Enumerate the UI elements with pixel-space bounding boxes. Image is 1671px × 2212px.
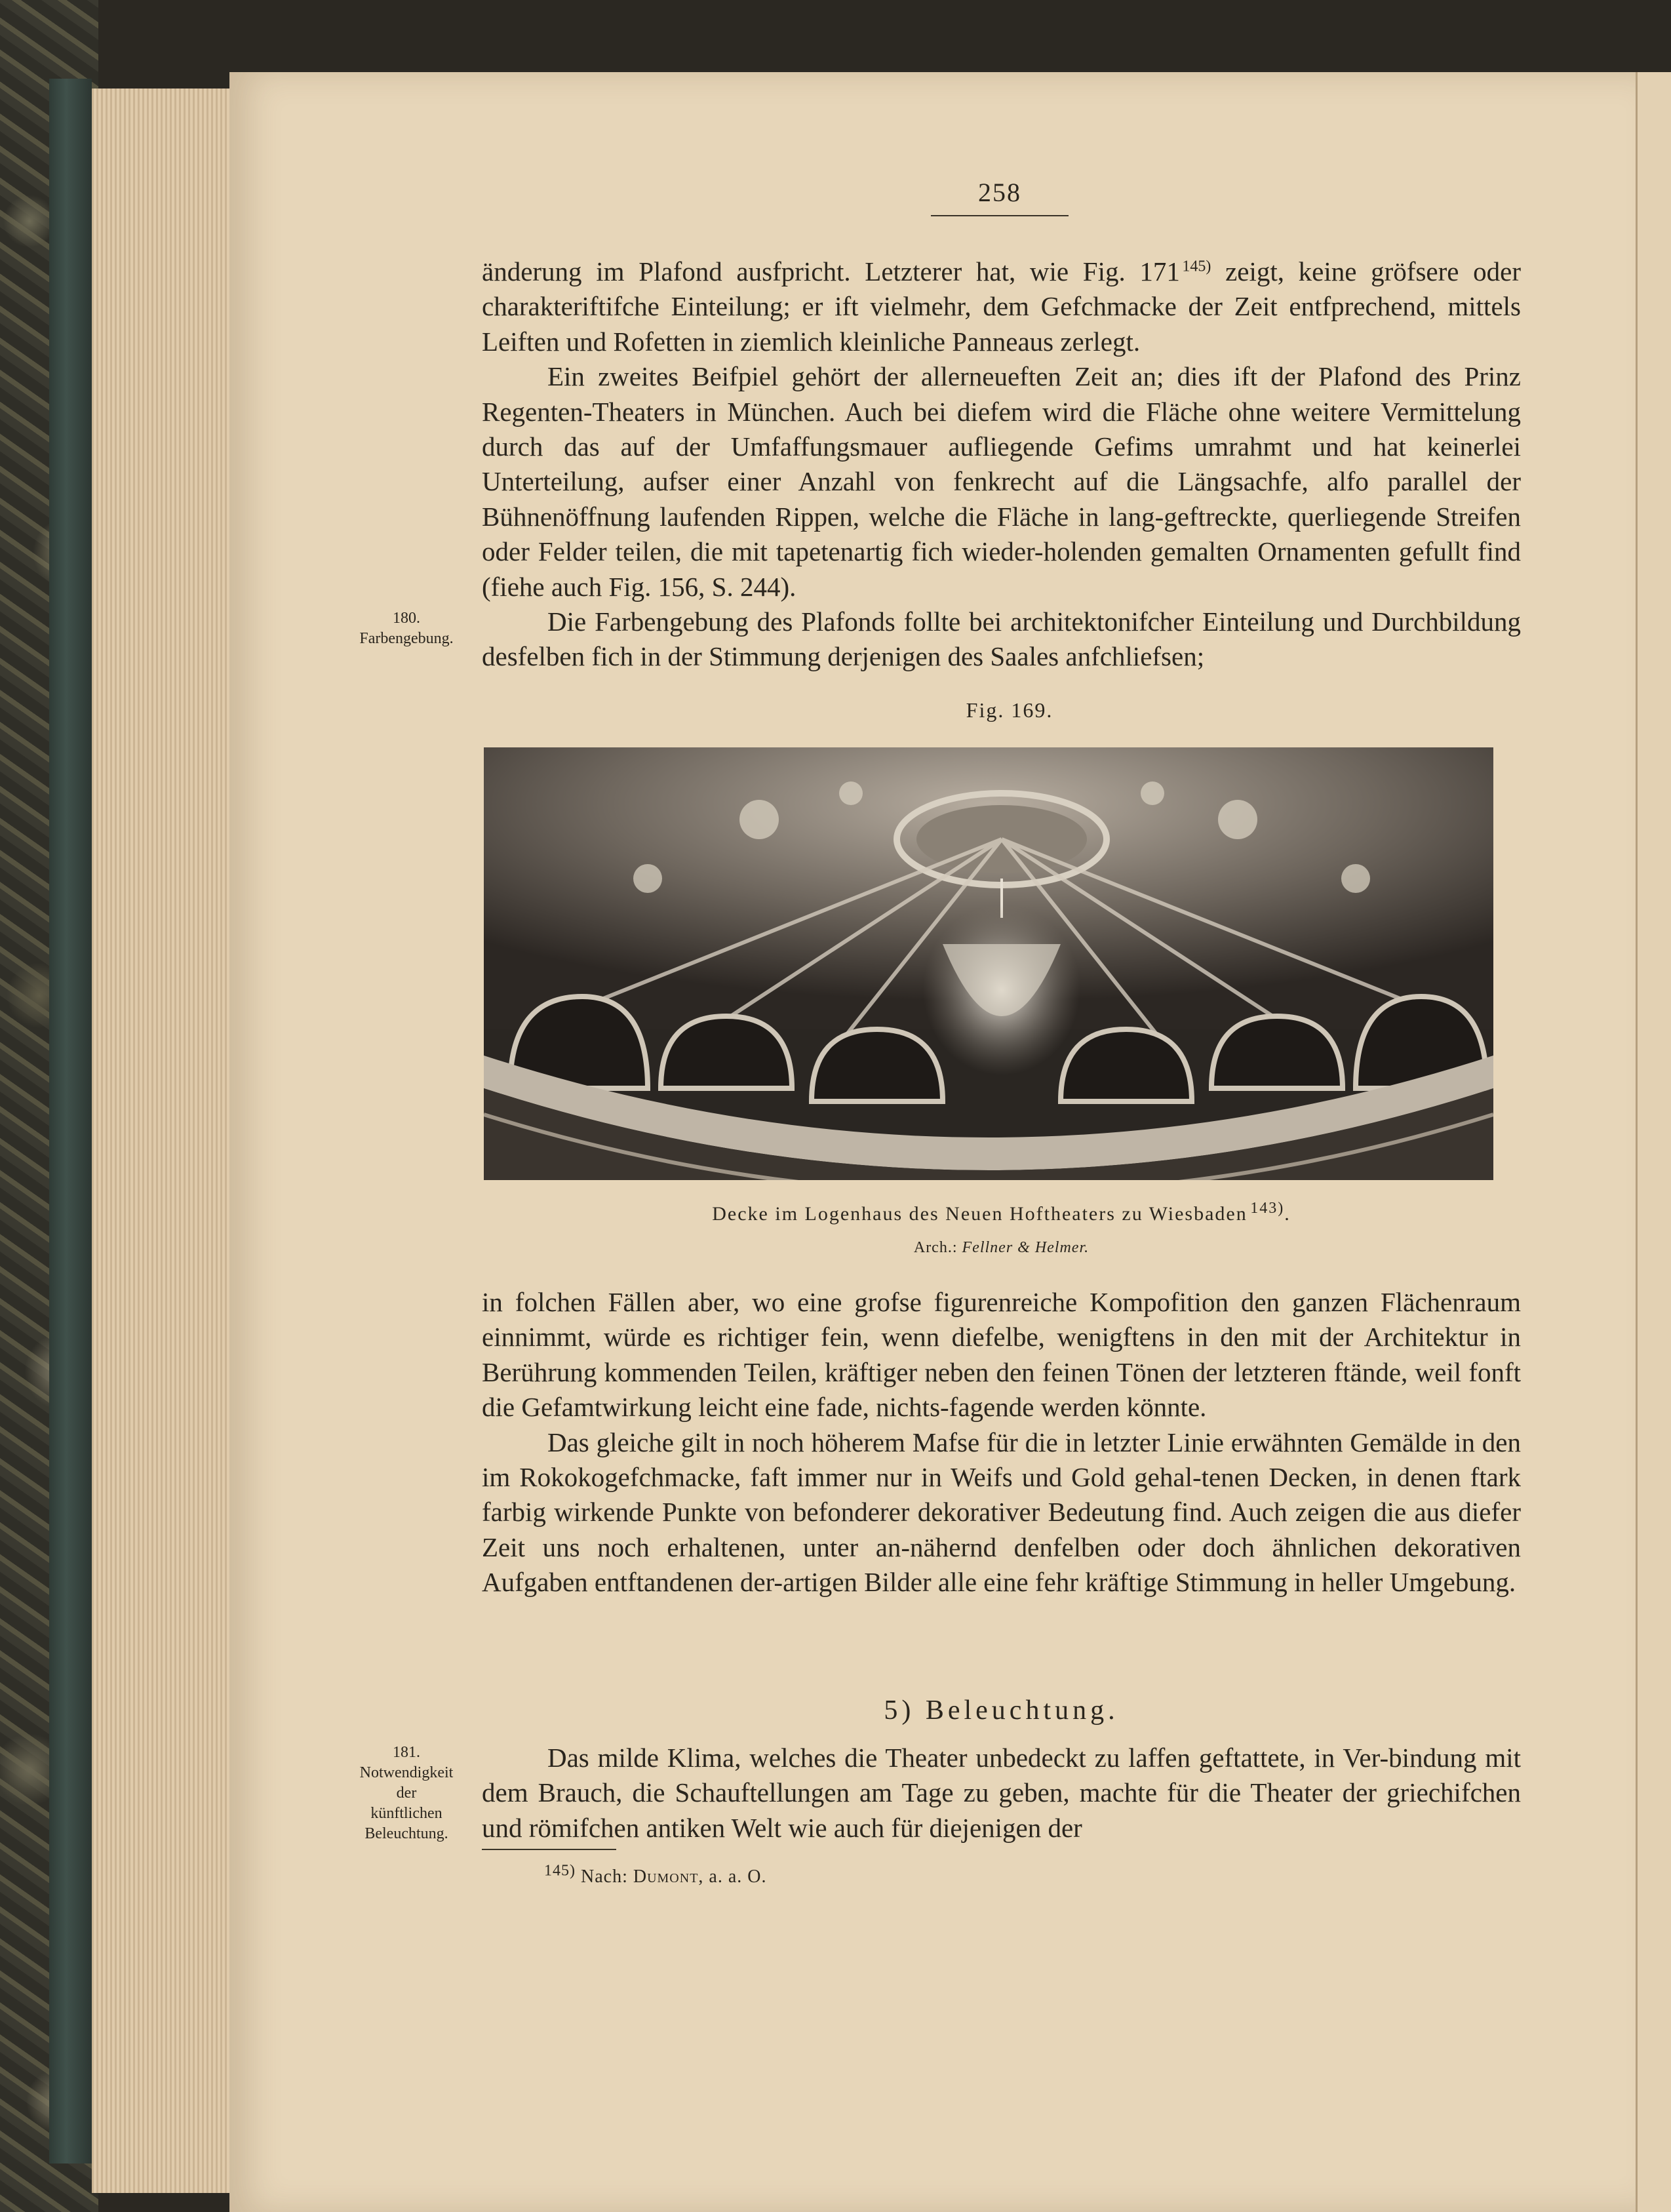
figure-label: Fig. 169. — [966, 698, 1053, 722]
page-number: 258 — [978, 178, 1021, 207]
figure-caption: Decke im Logenhaus des Neuen Hoftheaters zu Wiesbaden $^{143)}$. — [712, 1200, 1291, 1225]
footnote-reference: 145) — [1182, 258, 1211, 275]
paragraph: in folchen Fällen aber, wo eine grofse figurenreiche Kompofition den ganzen Flächenraum einnimmt, würde es richtiger fein, wenn diefelbe, wenigftens in den mit der Architektur in Berührung kommenden Teilen, kräftiger neben den feinen Tönen der letzteren ftände, weil fonft die Gefamtwirkung leicht eine fade, nichts-fagende werden könnte. — [482, 1287, 1521, 1423]
margin-note-180: 180. Farbengebung. — [359, 610, 454, 647]
next-page-edge — [1636, 72, 1671, 2212]
text-block-middle — [482, 1285, 1521, 1600]
paragraph: änderung im Plafond ausfpricht. Letzterer hat, wie Fig. 171 $^{145)}$ zeigt, keine gröfsere oder charakteriftifche Einteilung; er ift vielmehr, dem Gefchmacke der Zeit entfprechend, mittels Leiften und Rofetten in ziemlich kleinliche Panneaus zerlegt. — [482, 256, 1521, 357]
paragraph: Das milde Klima, welches die Theater unbedeckt zu laffen geftattete, in Ver-bindung mit dem Brauch, die Schauftellungen am Tage zu geben, machte für die Theater der griechifchen und römifchen antiken Welt wie auch für diejenigen der — [482, 1743, 1521, 1843]
ceiling-illustration — [484, 747, 1493, 1180]
figure-ceiling-photo — [484, 747, 1493, 1180]
footnote: $^{145)}$ Nach: Dumont, a. a. O. — [544, 1862, 767, 1887]
paragraph: Ein zweites Beifpiel gehört der allerneueften Zeit an; dies ift der Plafond des Prinz Regenten-Theaters in München. Auch bei diefem wird die Fläche ohne weitere Vermittelung durch das auf der Umfaffungsmauer aufliegende Gefims umrahmt und hat keinerlei Unterteilung, aufser einer Anzahl von fenkrecht auf die Längsachfe, alfo parallel der Bühnenöffnung laufenden Rippen, welche die Fläche in lang-geftreckte, querliegende Streifen oder Felder teilen, die mit tapetenartig fich wieder-holenden gemalten Ornamenten gefullt find (fiehe auch Fig. 156, S. 244). — [482, 361, 1521, 602]
section-heading: 5) Beleuchtung. — [884, 1695, 1119, 1726]
book-spine — [49, 79, 92, 2163]
paragraph: Das gleiche gilt in noch höherem Mafse für die in letzter Linie erwähnten Gemälde in den im Rokokogefchmacke, faft immer nur in Weifs und Gold gehal-tenen Decken, in denen ftark farbig wirkende Punkte von befonderer dekorativer Bedeutung find. Auch zeigen die aus diefer Zeit uns noch erhaltenen, unter an-nähernd denfelben oder doch ähnlichen dekorativen Aufgaben entftandenen der-artigen Bilder alle eine fehr kräftige Stimmung in heller Umgebung. — [482, 1427, 1521, 1598]
paragraph: Die Farbengebung des Plafonds follte bei architektonifcher Einteilung und Durchbildung desfelben fich in der Stimmung derjenigen des Saales anfchliefsen; — [482, 606, 1521, 672]
figure-credit: Arch.: Fellner & Helmer. — [913, 1239, 1090, 1256]
text-block-top — [482, 254, 1521, 675]
page-number-rule — [931, 215, 1069, 216]
page-edges — [92, 89, 246, 2193]
margin-note-181: 181. Notwendigkeit der künftlichen Beleuchtung. — [359, 1744, 454, 1842]
text-block-bottom — [482, 1741, 1521, 1846]
footnote-rule — [482, 1849, 616, 1850]
